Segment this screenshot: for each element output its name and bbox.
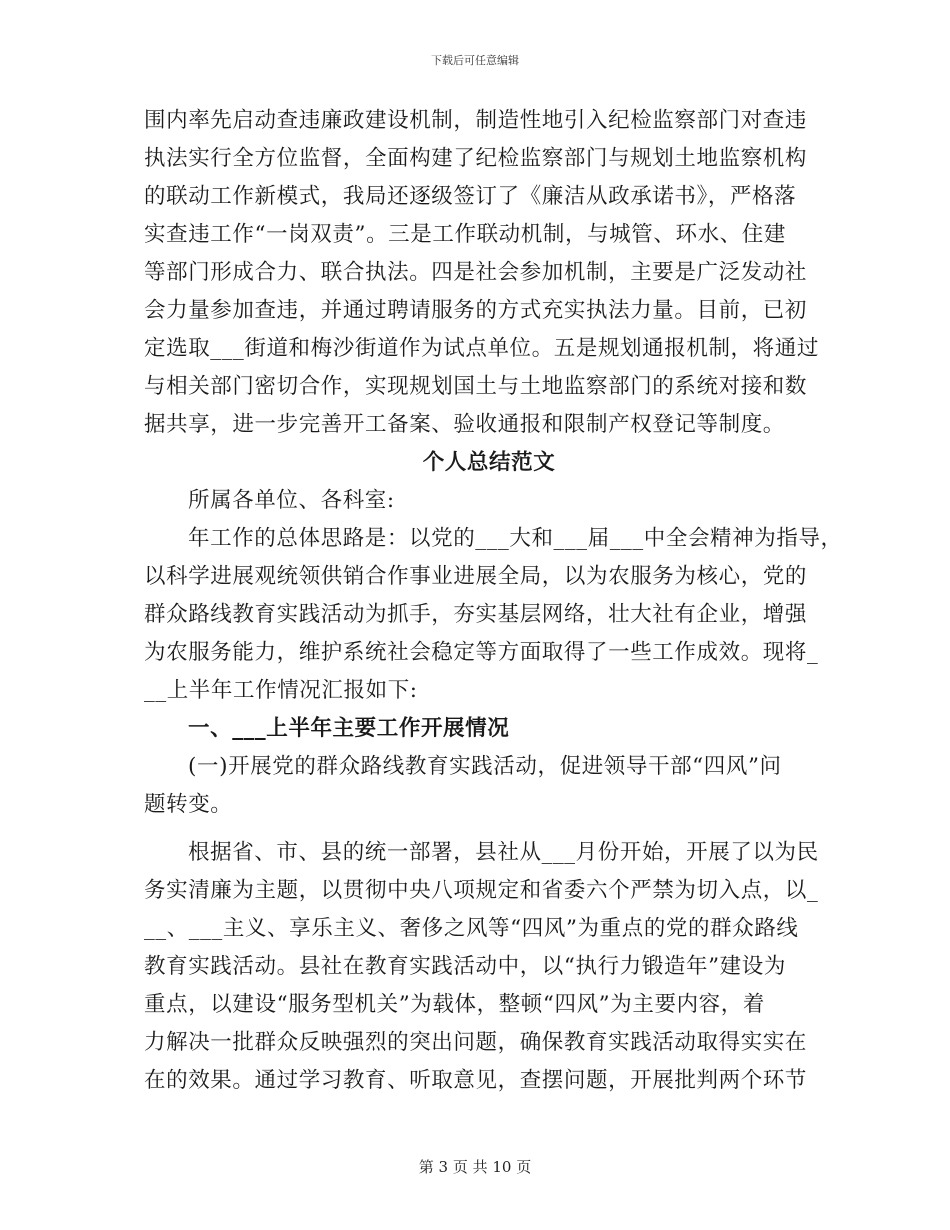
page-header-note: 下载后可任意编辑: [431, 54, 519, 67]
body-text-line: 根据省、市、县的统一部署，县社从___月份开始，开展了以为民: [188, 840, 819, 865]
body-text-line: 务实清廉为主题，以贯彻中央八项规定和省委六个严禁为切入点，以_: [144, 878, 819, 903]
body-text-line: 与相关部门密切合作，实现规划国土与土地监察部门的系统对接和数: [144, 374, 808, 399]
body-text-line: 围内率先启动查违廉政建设机制，制造性地引入纪检监察部门对查违: [144, 108, 808, 133]
body-text-line: 的联动工作新模式，我局还逐级签订了《廉洁从政承诺书》，严格落: [144, 184, 797, 209]
body-text-line: 在的效果。通过学习教育、听取意见，查摆问题，开展批判两个环节: [144, 1068, 808, 1093]
body-text-line: (一)开展党的群众路线教育实践活动，促进领导干部“四风”问: [188, 754, 782, 779]
section-heading: 一、___上半年主要工作开展情况: [188, 716, 510, 741]
section-title: 个人总结范文: [422, 450, 556, 475]
body-text-line: 所属各单位、各科室:: [188, 488, 395, 513]
body-text-line: 重点，以建设“服务型机关”为载体，整顿“四风”为主要内容，着: [144, 992, 765, 1017]
body-text-line: 群众路线教育实践活动为抓手，夯实基层网络，壮大社有企业，增强: [144, 602, 808, 627]
page-footer-number: 第 3 页 共 10 页: [418, 1158, 532, 1176]
body-text-line: 等部门形成合力、联合执法。四是社会参加机制，主要是广泛发动社: [144, 260, 808, 285]
body-text-line: 实查违工作“一岗双责”。三是工作联动机制，与城管、环水、住建: [144, 222, 786, 247]
body-text-line: 教育实践活动。县社在教育实践活动中，以“执行力锻造年”建设为: [144, 954, 786, 979]
body-text-line: __上半年工作情况汇报如下:: [144, 678, 418, 703]
body-text-line: 定选取___街道和梅沙街道作为试点单位。五是规划通报机制，将通过: [144, 336, 819, 361]
body-text-line: 据共享，进一步完善开工备案、验收通报和限制产权登记等制度。: [144, 412, 785, 437]
body-text-line: 年工作的总体思路是：以党的___大和___届___中全会精神为指导，: [188, 526, 843, 551]
body-text-line: 题转变。: [144, 792, 233, 817]
body-text-line: 以科学进展观统领供销合作事业进展全局，以为农服务为核心，党的: [144, 564, 808, 589]
body-text-line: 力解决一批群众反映强烈的突出问题，确保教育实践活动取得实实在: [144, 1030, 808, 1055]
body-text-line: __、___主义、享乐主义、奢侈之风等“四风”为重点的党的群众路线: [144, 916, 799, 941]
body-text-line: 执法实行全方位监督，全面构建了纪检监察部门与规划土地监察机构: [144, 146, 808, 171]
body-text-line: 会力量参加查违，并通过聘请服务的方式充实执法力量。目前，已初: [144, 298, 808, 323]
body-text-line: 为农服务能力，维护系统社会稳定等方面取得了一些工作成效。现将_: [144, 640, 819, 665]
